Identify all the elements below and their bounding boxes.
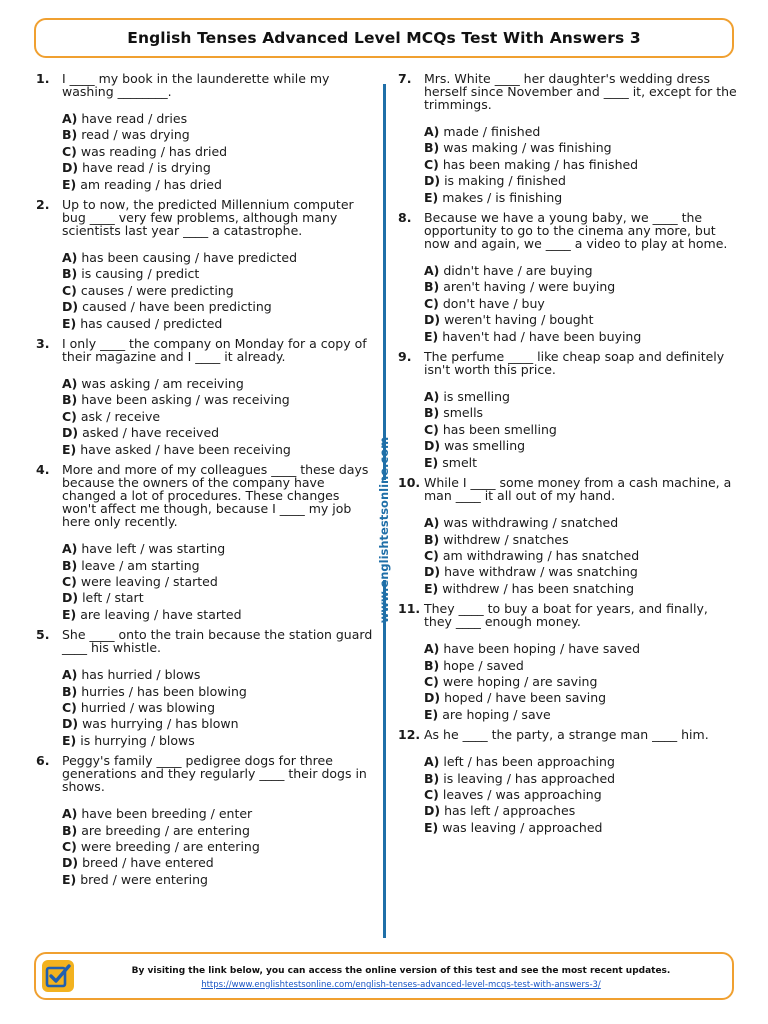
option-letter: D) [424, 438, 441, 454]
side-url: www.englishtestsonline.com [377, 436, 391, 624]
option-text: have read / dries [81, 111, 188, 126]
answer-options [424, 124, 738, 206]
option-text: was leaving / approached [442, 819, 603, 835]
option-text: was asking / am receiving [81, 376, 244, 392]
option-text: were leaving / started [80, 573, 218, 589]
answer-option[interactable] [62, 733, 376, 749]
option-letter: E) [62, 315, 77, 331]
option-letter: D) [424, 803, 441, 819]
option-text: bred / were entering [80, 871, 208, 887]
option-letter: B) [62, 127, 78, 143]
answer-option[interactable] [424, 312, 738, 328]
answer-options [424, 754, 738, 836]
option-text: is hurrying / blows [80, 732, 195, 748]
question-head [398, 728, 738, 741]
option-letter: D) [62, 716, 79, 732]
option-letter: B) [424, 405, 440, 421]
answer-option[interactable] [62, 144, 376, 160]
answer-option[interactable] [424, 263, 738, 279]
option-text: has been smelling [442, 421, 557, 437]
answer-option[interactable] [62, 574, 376, 590]
question-text: Because we have a young baby, we ____ the opportunity to go to the cinema any more, but now and again, we ____ a video to play at home. [424, 210, 728, 252]
answer-option[interactable] [424, 422, 738, 438]
answer-options [424, 263, 738, 345]
answer-option[interactable] [424, 438, 738, 454]
option-letter: A) [62, 111, 78, 126]
answer-option[interactable] [424, 329, 738, 345]
answer-options [62, 541, 376, 623]
option-letter: A) [424, 754, 440, 770]
option-text: made / finished [443, 124, 541, 139]
option-letter: E) [62, 441, 77, 457]
answer-option[interactable] [424, 140, 738, 156]
answer-option[interactable] [424, 820, 738, 836]
question-number: 2. [36, 197, 50, 213]
answer-option[interactable] [62, 250, 376, 266]
answer-option[interactable] [424, 690, 738, 706]
answer-option[interactable] [62, 590, 376, 606]
option-text: hurries / has been blowing [81, 683, 247, 699]
option-text: have withdraw / was snatching [444, 564, 638, 580]
question-item [36, 754, 376, 888]
option-letter: B) [62, 392, 78, 408]
question-text: Peggy's family ____ pedigree dogs for three generations and they regularly ____ their dogs in shows. [62, 753, 367, 795]
option-letter: C) [62, 408, 77, 424]
question-number: 9. [398, 349, 412, 365]
option-text: makes / is finishing [442, 189, 563, 205]
option-letter: C) [62, 282, 77, 298]
option-text: haven't had / have been buying [442, 328, 642, 344]
option-letter: E) [62, 732, 77, 748]
option-text: have asked / have been receiving [80, 441, 291, 457]
option-letter: E) [424, 706, 439, 722]
option-letter: D) [62, 299, 79, 315]
question-item [36, 628, 376, 749]
option-text: was reading / has dried [80, 143, 228, 159]
answer-option[interactable] [424, 455, 738, 471]
option-text: has been making / has finished [442, 156, 639, 172]
option-text: was withdrawing / snatched [443, 515, 619, 531]
answer-option[interactable] [424, 389, 738, 405]
option-letter: B) [62, 683, 78, 699]
option-text: asked / have received [82, 425, 220, 441]
question-text: Up to now, the predicted Millennium computer bug ____ very few problems, although many scientists last year ____ a catastrophe. [62, 197, 354, 239]
answer-option[interactable] [62, 855, 376, 871]
question-item [398, 72, 738, 206]
option-letter: B) [424, 657, 440, 673]
option-letter: E) [424, 819, 439, 835]
question-item [36, 72, 376, 193]
question-head [36, 754, 376, 793]
answer-option[interactable] [62, 266, 376, 282]
option-letter: B) [424, 140, 440, 156]
question-item [398, 602, 738, 723]
answer-option[interactable] [62, 376, 376, 392]
answer-option[interactable] [62, 823, 376, 839]
answer-option[interactable] [62, 806, 376, 822]
option-text: didn't have / are buying [443, 263, 593, 279]
option-text: am reading / has dried [80, 176, 222, 192]
question-number: 4. [36, 462, 50, 478]
option-text: has been causing / have predicted [81, 250, 298, 266]
option-text: are breeding / are entering [81, 822, 250, 838]
answer-option[interactable] [62, 667, 376, 683]
option-letter: D) [62, 425, 79, 441]
page-title: English Tenses Advanced Level MCQs Test With Answers 3 [127, 29, 641, 47]
option-text: am withdrawing / has snatched [442, 547, 640, 563]
option-text: is leaving / has approached [443, 770, 616, 786]
option-text: has hurried / blows [81, 667, 201, 683]
footer-link[interactable]: https://www.englishtestsonline.com/english-tenses-advanced-level-mcqs-test-with-answers-3/ [201, 980, 601, 990]
option-letter: D) [62, 160, 79, 176]
option-letter: E) [62, 871, 77, 887]
option-letter: D) [62, 590, 79, 606]
option-text: have been breeding / enter [81, 806, 253, 822]
left-column [36, 72, 376, 893]
answer-option[interactable] [424, 173, 738, 189]
option-text: leave / am starting [81, 557, 200, 573]
option-letter: A) [62, 541, 78, 557]
option-text: was hurrying / has blown [82, 716, 239, 732]
question-head [36, 463, 376, 528]
option-text: were breeding / are entering [80, 838, 260, 854]
option-text: ask / receive [80, 408, 161, 424]
option-text: have been hoping / have saved [443, 641, 641, 657]
option-letter: B) [62, 822, 78, 838]
question-number: 10. [398, 475, 421, 491]
option-text: read / was drying [81, 127, 190, 143]
question-item [398, 350, 738, 471]
right-column [398, 72, 738, 841]
option-letter: A) [62, 806, 78, 822]
option-text: have been asking / was receiving [81, 392, 290, 408]
answer-option[interactable] [424, 754, 738, 770]
question-text: As he ____ the party, a strange man ____ him. [424, 727, 709, 743]
option-letter: B) [424, 531, 440, 547]
footer-box [34, 952, 734, 1000]
answer-option[interactable] [62, 283, 376, 299]
answer-option[interactable] [62, 316, 376, 332]
option-letter: E) [62, 606, 77, 622]
option-letter: E) [424, 580, 439, 596]
option-letter: A) [424, 641, 440, 657]
question-item [36, 463, 376, 623]
question-text: More and more of my colleagues ____ these days because the owners of the company have changed a lot of procedures. These changes won't affect me though, because I ____ my job here only recently. [62, 462, 369, 530]
answer-option[interactable] [62, 409, 376, 425]
answer-option[interactable] [424, 532, 738, 548]
option-letter: E) [424, 189, 439, 205]
question-text: While I ____ some money from a cash machine, a man ____ it all out of my hand. [424, 475, 732, 504]
option-letter: B) [424, 770, 440, 786]
answer-options [62, 806, 376, 888]
answer-option[interactable] [424, 296, 738, 312]
side-url-box [370, 436, 398, 624]
question-item [36, 198, 376, 332]
option-letter: D) [424, 173, 441, 189]
answer-option[interactable] [424, 124, 738, 140]
option-letter: E) [62, 176, 77, 192]
question-text: Mrs. White ____ her daughter's wedding dress herself since November and ____ it, except for the trimmings. [424, 71, 737, 112]
question-head [398, 350, 738, 376]
option-text: have left / was starting [81, 541, 226, 557]
question-number: 5. [36, 627, 50, 643]
option-text: has left / approaches [444, 803, 576, 819]
answer-option[interactable] [424, 707, 738, 723]
answer-option[interactable] [424, 190, 738, 206]
option-letter: C) [424, 156, 439, 172]
option-text: breed / have entered [82, 855, 214, 871]
answer-option[interactable] [424, 803, 738, 819]
option-letter: A) [424, 515, 440, 531]
question-item [398, 476, 738, 597]
option-text: smells [443, 405, 484, 421]
answer-option[interactable] [62, 716, 376, 732]
option-text: has caused / predicted [80, 315, 223, 331]
option-text: left / start [82, 590, 144, 606]
option-text: hurried / was blowing [80, 699, 216, 715]
answer-options [424, 641, 738, 723]
question-text: I only ____ the company on Monday for a copy of their magazine and I ____ it already. [62, 336, 367, 365]
option-letter: D) [62, 855, 79, 871]
option-letter: A) [62, 376, 78, 392]
answer-options [424, 389, 738, 471]
option-text: is causing / predict [81, 266, 200, 282]
option-letter: A) [424, 389, 440, 405]
question-number: 12. [398, 727, 421, 743]
question-number: 11. [398, 601, 421, 617]
question-text: She ____ onto the train because the station guard ____ his whistle. [62, 627, 373, 656]
question-number: 3. [36, 336, 50, 352]
option-text: hoped / have been saving [444, 690, 607, 706]
option-text: is making / finished [444, 173, 566, 189]
answer-option[interactable] [424, 515, 738, 531]
question-text: The perfume ____ like cheap soap and definitely isn't worth this price. [424, 349, 725, 378]
answer-option[interactable] [62, 541, 376, 557]
answer-option[interactable] [424, 581, 738, 597]
answer-option[interactable] [62, 839, 376, 855]
answer-option[interactable] [62, 177, 376, 193]
option-text: hope / saved [443, 657, 524, 673]
option-letter: C) [424, 295, 439, 311]
option-letter: A) [62, 667, 78, 683]
footer-text: By visiting the link below, you can access the online version of this test and see the most recent updates. [131, 966, 671, 976]
answer-option[interactable] [62, 425, 376, 441]
answer-option[interactable] [62, 127, 376, 143]
question-number: 6. [36, 753, 50, 769]
option-letter: C) [62, 573, 77, 589]
option-letter: B) [62, 557, 78, 573]
answer-options [62, 111, 376, 193]
answer-option[interactable] [424, 405, 738, 421]
answer-option[interactable] [62, 607, 376, 623]
answer-option[interactable] [424, 787, 738, 803]
answer-option[interactable] [424, 674, 738, 690]
option-letter: C) [62, 838, 77, 854]
answer-option[interactable] [62, 700, 376, 716]
option-letter: B) [62, 266, 78, 282]
answer-option[interactable] [62, 442, 376, 458]
answer-options [62, 250, 376, 332]
option-text: aren't having / were buying [443, 279, 616, 295]
question-head [36, 628, 376, 654]
option-letter: C) [62, 143, 77, 159]
option-text: was making / was finishing [443, 140, 612, 156]
option-letter: C) [424, 547, 439, 563]
question-number: 7. [398, 71, 412, 86]
answer-option[interactable] [424, 279, 738, 295]
answer-option[interactable] [424, 564, 738, 580]
option-letter: C) [424, 786, 439, 802]
option-letter: C) [424, 421, 439, 437]
question-text: They ____ to buy a boat for years, and finally, they ____ enough money. [424, 601, 708, 630]
option-letter: E) [424, 454, 439, 470]
option-text: causes / were predicting [80, 282, 234, 298]
question-head [36, 198, 376, 237]
option-letter: D) [424, 312, 441, 328]
answer-option[interactable] [62, 111, 376, 127]
option-letter: C) [424, 673, 439, 689]
option-letter: A) [424, 124, 440, 139]
answer-option[interactable] [424, 157, 738, 173]
answer-option[interactable] [424, 641, 738, 657]
question-head [36, 72, 376, 98]
question-number: 8. [398, 210, 412, 226]
option-text: caused / have been predicting [82, 299, 272, 315]
answer-option[interactable] [62, 392, 376, 408]
option-text: weren't having / bought [444, 312, 594, 328]
option-text: withdrew / has been snatching [442, 580, 635, 596]
option-text: left / has been approaching [443, 754, 615, 770]
question-text: I ____ my book in the launderette while my washing ________. [62, 71, 330, 99]
option-text: smelt [442, 454, 478, 470]
answer-options [424, 515, 738, 597]
answer-options [62, 376, 376, 458]
answer-option[interactable] [62, 299, 376, 315]
option-letter: D) [424, 564, 441, 580]
option-letter: B) [424, 279, 440, 295]
question-head [398, 476, 738, 502]
option-letter: A) [62, 250, 78, 266]
question-item [398, 728, 738, 836]
answer-option[interactable] [62, 558, 376, 574]
question-head [398, 211, 738, 250]
question-head [36, 337, 376, 363]
answer-option[interactable] [424, 658, 738, 674]
question-item [36, 337, 376, 458]
option-text: don't have / buy [442, 295, 545, 311]
answer-option[interactable] [62, 872, 376, 888]
option-text: was smelling [444, 438, 526, 454]
question-number: 1. [36, 71, 50, 86]
option-letter: D) [424, 690, 441, 706]
question-head [398, 72, 738, 111]
checkbox-icon [42, 960, 74, 992]
option-text: leaves / was approaching [442, 786, 602, 802]
option-letter: E) [424, 328, 439, 344]
title-box [34, 18, 734, 58]
option-text: have read / is drying [82, 160, 211, 176]
option-letter: C) [62, 699, 77, 715]
answer-option[interactable] [62, 684, 376, 700]
answer-options [62, 667, 376, 749]
option-text: are hoping / save [442, 706, 551, 722]
answer-option[interactable] [424, 771, 738, 787]
option-letter: A) [424, 263, 440, 279]
option-text: is smelling [443, 389, 510, 405]
option-text: withdrew / snatches [443, 531, 569, 547]
question-item [398, 211, 738, 345]
answer-option[interactable] [62, 160, 376, 176]
option-text: are leaving / have started [80, 606, 242, 622]
question-head [398, 602, 738, 628]
answer-option[interactable] [424, 548, 738, 564]
option-text: were hoping / are saving [442, 673, 598, 689]
